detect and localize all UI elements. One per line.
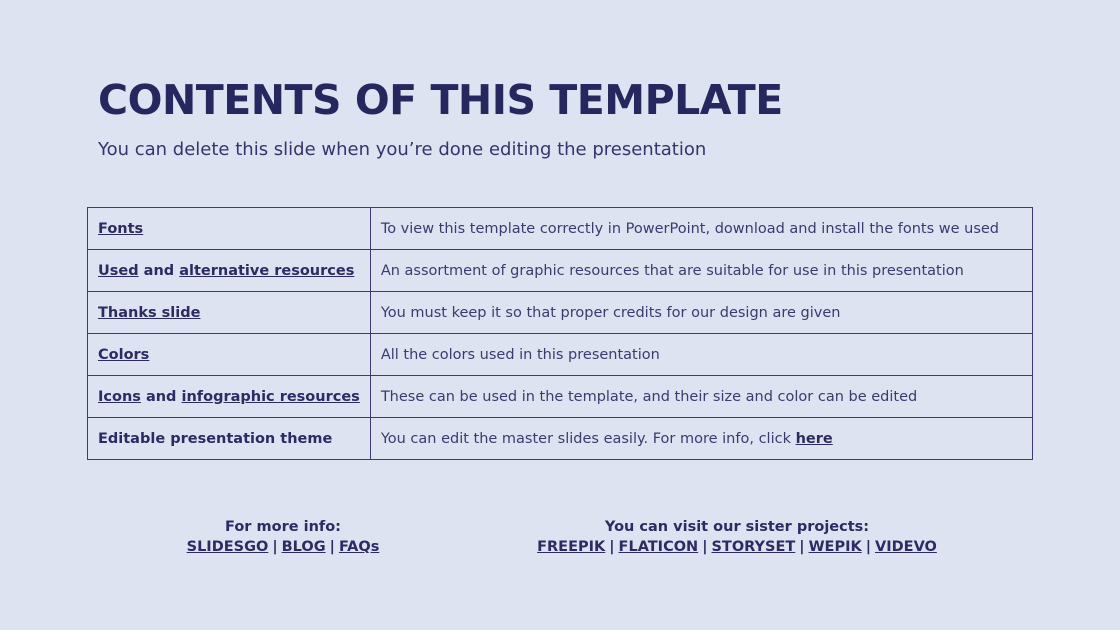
- footer-heading: For more info:: [225, 519, 341, 535]
- row-description: You can edit the master slides easily. For more info, click: [380, 430, 796, 447]
- blog-link[interactable]: BLOG: [281, 539, 326, 555]
- alternative-resources-link[interactable]: alternative resources: [179, 262, 355, 279]
- footer-more-info: [183, 517, 383, 557]
- row-label-cell: [88, 250, 371, 292]
- conjunction-text: and: [140, 388, 182, 405]
- faqs-link[interactable]: FAQs: [338, 539, 380, 555]
- row-label: Editable presentation theme: [98, 430, 333, 447]
- row-description-cell: [370, 418, 1032, 460]
- table-row: [88, 292, 1033, 334]
- separator: |: [329, 539, 335, 555]
- videvo-link[interactable]: VIDEVO: [875, 539, 937, 555]
- freepik-link[interactable]: FREEPIK: [537, 539, 606, 555]
- contents-table: [87, 207, 1033, 460]
- footer-heading: You can visit our sister projects:: [604, 519, 870, 535]
- separator: |: [865, 539, 872, 555]
- thanks-slide-link[interactable]: Thanks slide: [98, 304, 201, 321]
- here-link[interactable]: here: [795, 430, 833, 447]
- row-description: An assortment of graphic resources that are suitable for use in this presentation: [380, 262, 964, 279]
- flaticon-link[interactable]: FLATICON: [618, 539, 699, 555]
- footer-links: [537, 537, 937, 557]
- table-row: [88, 334, 1033, 376]
- storyset-link[interactable]: STORYSET: [711, 539, 796, 555]
- footer-sister-projects: [537, 517, 937, 557]
- separator: |: [609, 539, 615, 555]
- icons-link[interactable]: Icons: [98, 388, 141, 405]
- page-subtitle: You can delete this slide when you’re done editing the presentation: [98, 139, 707, 160]
- row-label-cell: [88, 292, 371, 334]
- row-description: To view this template correctly in PowerPoint, download and install the fonts we used: [380, 220, 999, 237]
- row-description: All the colors used in this presentation: [380, 346, 660, 363]
- row-description-cell: [370, 208, 1032, 250]
- row-description: You must keep it so that proper credits for our design are given: [380, 304, 841, 321]
- table-row: [88, 376, 1033, 418]
- row-description-cell: [370, 376, 1032, 418]
- used-link[interactable]: Used: [98, 262, 139, 279]
- row-label-cell: [88, 208, 371, 250]
- row-description-cell: [370, 250, 1032, 292]
- row-label-cell: [88, 334, 371, 376]
- table-row: [88, 250, 1033, 292]
- slidesgo-link[interactable]: SLIDESGO: [186, 539, 269, 555]
- conjunction-text: and: [138, 262, 180, 279]
- page-title: CONTENTS OF THIS TEMPLATE: [98, 76, 783, 124]
- separator: |: [702, 539, 708, 555]
- separator: |: [272, 539, 278, 555]
- fonts-link[interactable]: Fonts: [98, 220, 144, 237]
- colors-link[interactable]: Colors: [98, 346, 150, 363]
- table-row: [88, 418, 1033, 460]
- footer-links: [183, 537, 383, 557]
- row-description-cell: [370, 334, 1032, 376]
- row-label-cell: [88, 376, 371, 418]
- row-description-cell: [370, 292, 1032, 334]
- row-label-cell: [88, 418, 371, 460]
- table-row: [88, 208, 1033, 250]
- separator: |: [799, 539, 805, 555]
- wepik-link[interactable]: WEPIK: [808, 539, 862, 555]
- infographic-resources-link[interactable]: infographic resources: [181, 388, 360, 405]
- row-description: These can be used in the template, and their size and color can be edited: [380, 388, 918, 405]
